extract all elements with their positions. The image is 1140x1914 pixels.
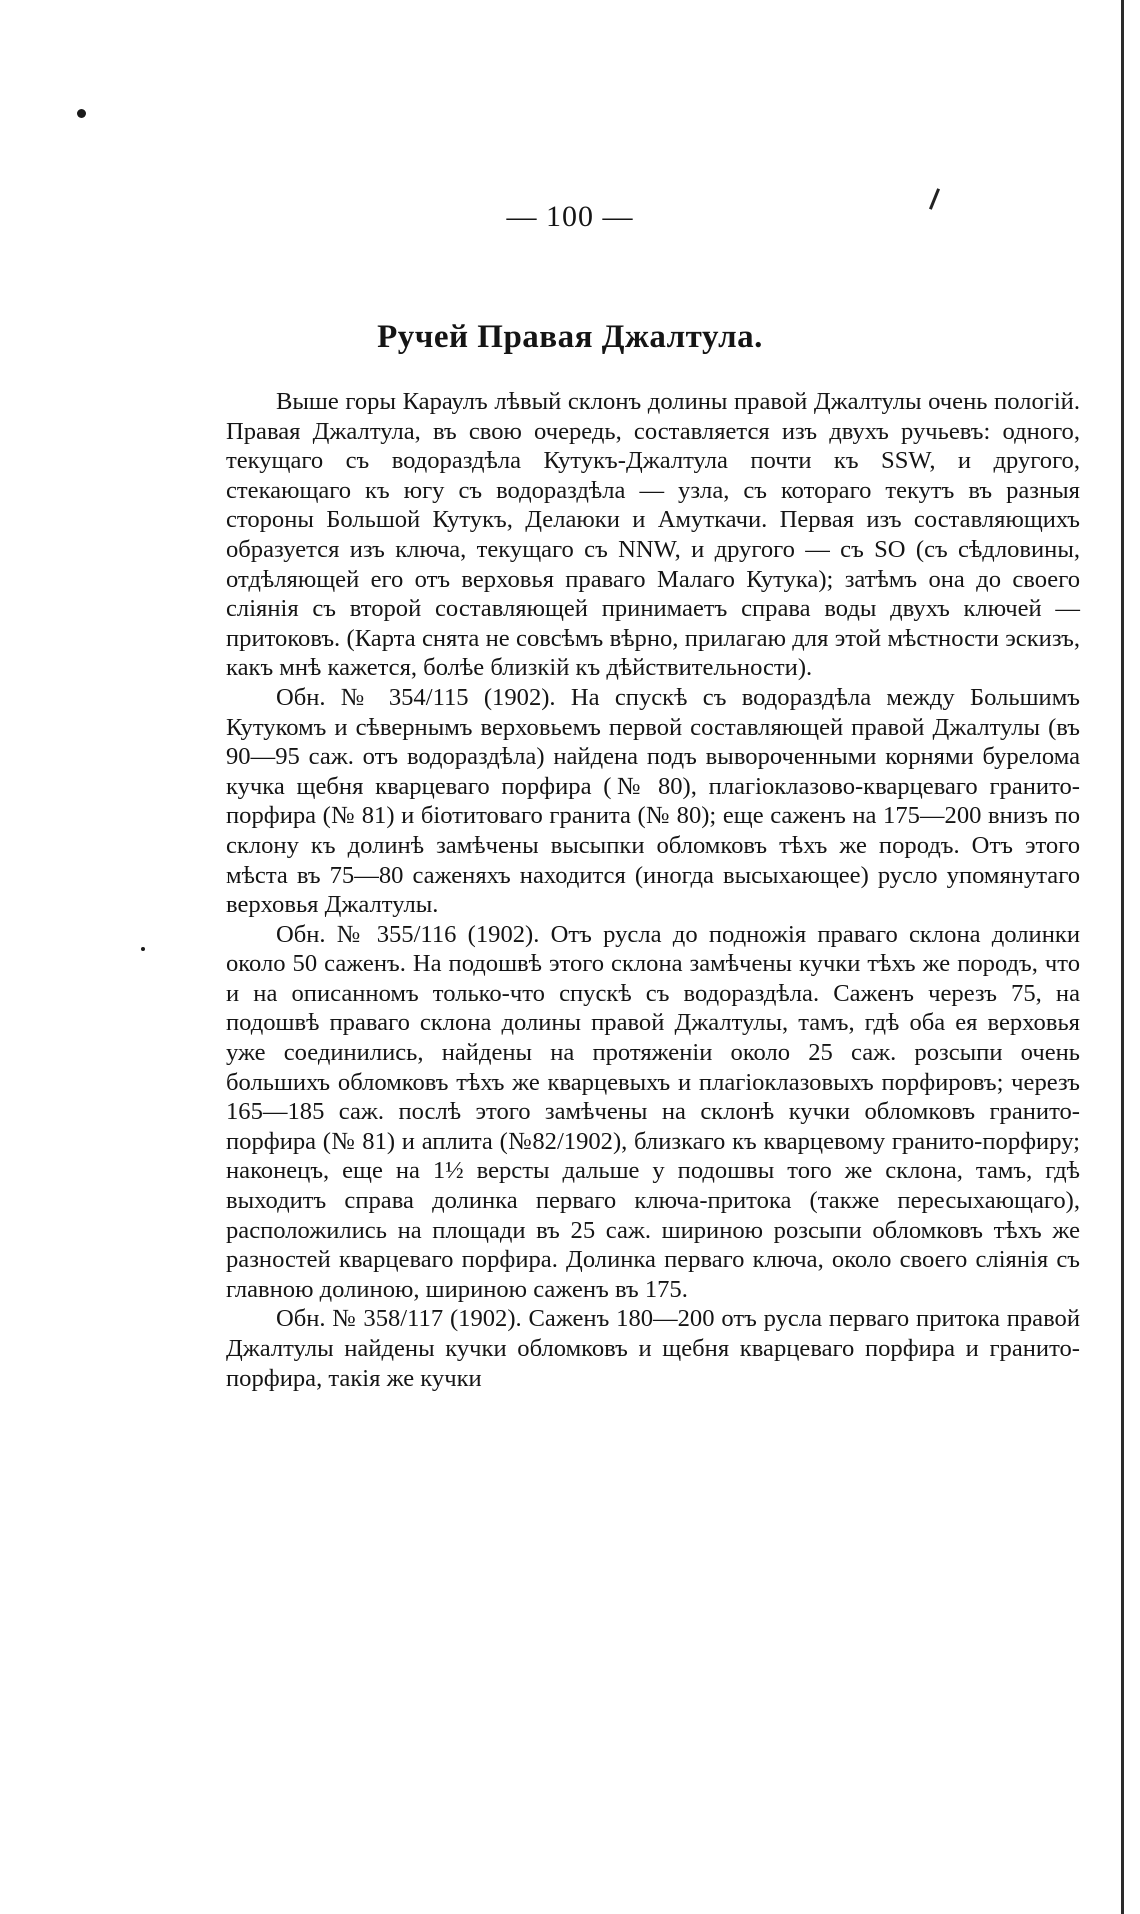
paragraph-intro: Выше горы Караулъ лѣвый склонъ долины правой Джалтулы очень пологій. Правая Джалтула, въ свою очередь, составляется изъ двухъ ручьевъ: одного, текущаго съ водораздѣла Кутукъ-Джалтула почти къ SSW, и другого, стекающаго къ югу съ водораздѣла — узла, съ котораго текутъ въ разныя стороны Большой Кутукъ, Делаюки и Амуткачи. Первая изъ составляющихъ образуется изъ ключа, текущаго съ NNW, и другого — съ SO (съ сѣдловины, отдѣляющей его отъ верховья праваго Малаго Кутука); затѣмъ она до своего слiянiя съ второй составляющей принимаетъ справа воды двухъ ключей — притоковъ. (Карта снята не совсѣмъ вѣрно, прилагаю для этой мѣстности эскизъ, какъ мнѣ кажется, болѣе близкiй къ дѣйствительности). <box>226 388 1080 682</box>
body-text <box>226 387 1080 1393</box>
section-heading: Ручей Правая Джалтула. <box>377 319 763 355</box>
ink-speck <box>141 947 145 951</box>
paragraph-outcrop-358: Обн. № 358/117 (1902). Саженъ 180—200 отъ русла перваго притока правой Джалтулы найдены кучки обломковъ и щебня кварцеваго порфира и гранито-порфира, такія же кучки <box>226 1305 1080 1392</box>
page-number: — 100 — <box>506 200 634 233</box>
page-binding-edge <box>1121 0 1124 1914</box>
ink-speck <box>77 109 86 118</box>
paragraph-outcrop-355: Обн. № 355/116 (1902). Отъ русла до подножія праваго склона долинки около 50 саженъ. На подошвѣ этого склона замѣчены кучки тѣхъ же породъ, что и на описанномъ только-что спускѣ съ водораздѣла. Саженъ черезъ 75, на подошвѣ праваго склона долины правой Джалтулы, тамъ, гдѣ оба ея верховья уже соединились, найдены на протяженіи около 25 саж. розсыпи очень большихъ обломковъ тѣхъ же кварцевыхъ и плагіоклазовыхъ порфировъ; черезъ 165—185 саж. послѣ этого замѣчены на склонѣ кучки обломковъ гранито-порфира (№ 81) и аплита (№82/1902), близкаго къ кварцевому гранито-порфиру; наконецъ, еще на 1½ версты дальше у подошвы того же склона, тамъ, гдѣ выходитъ справа долинка перваго ключа-притока (также пересыхающаго), расположились на площади въ 25 саж. шириною розсыпи обломковъ тѣхъ же разностей кварцеваго порфира. Долинка перваго ключа, около своего слiянiя съ главною долиною, шириною саженъ въ 175. <box>226 920 1080 1303</box>
paragraph-outcrop-354: Обн. № 354/115 (1902). На спускѣ съ водораздѣла между Большимъ Кутукомъ и сѣвернымъ верховьемъ первой составляющей правой Джалтулы (въ 90—95 саж. отъ водораздѣла) найдена подъ вывороченными корнями бурелома кучка щебня кварцеваго порфира (№ 80), плагіоклазово-кварцеваго гранито-порфира (№ 81) и біотитоваго гранита (№ 80); еще саженъ на 175—200 внизъ по склону къ долинѣ замѣчены высыпки обломковъ тѣхъ же породъ. Отъ этого мѣста въ 75—80 саженяхъ находится (иногда высыхающее) русло упомянутаго верховья Джалтулы. <box>226 683 1080 919</box>
